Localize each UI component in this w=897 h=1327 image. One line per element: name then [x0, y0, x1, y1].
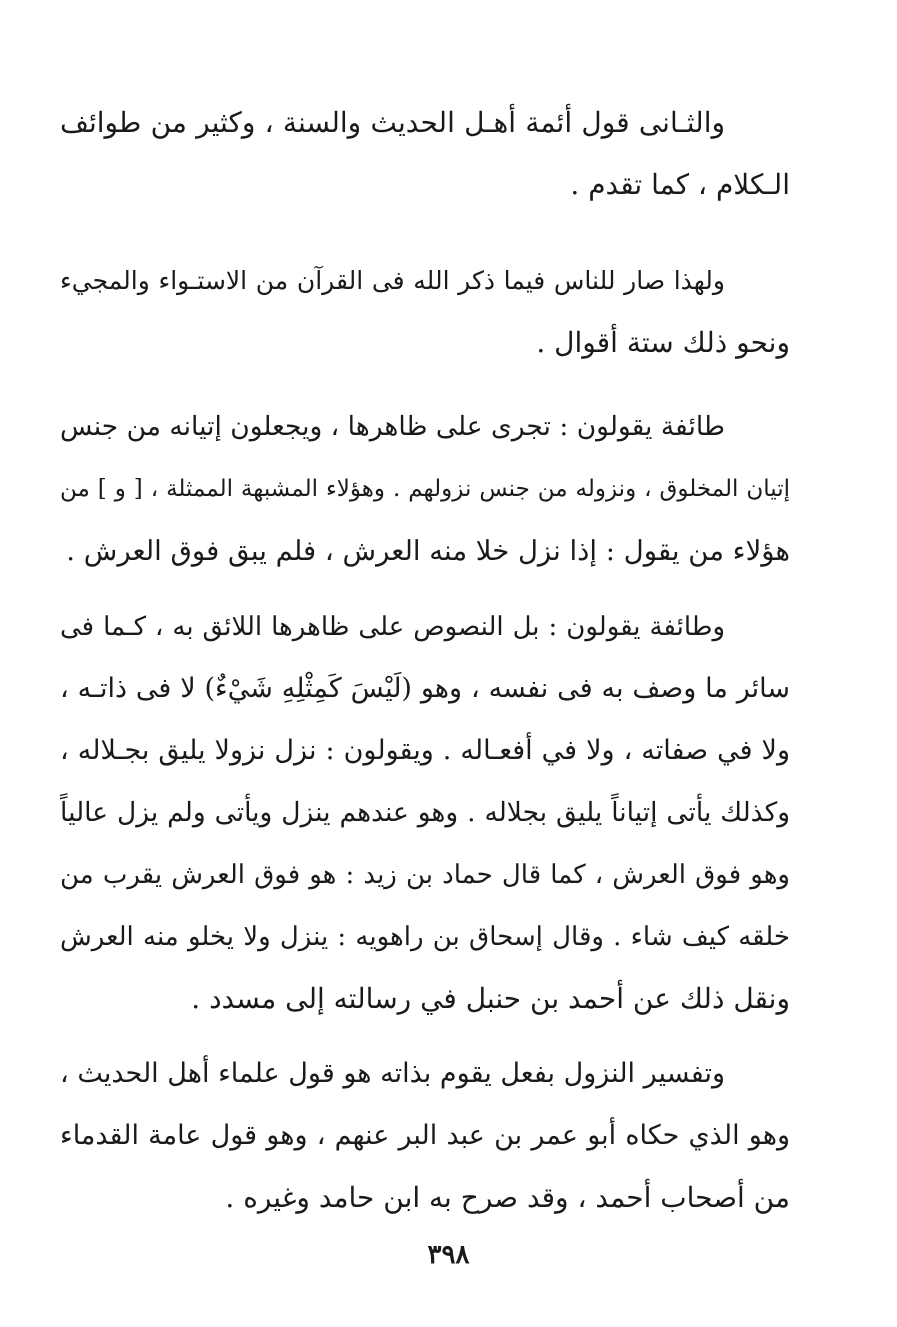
paragraph-3: [60, 396, 790, 582]
text-line: من أصحاب أحمد ، وقد صرح به ابن حامد وغيره .: [225, 1181, 790, 1214]
text-line: وهو فوق العرش ، كما قال حماد بن زيد : هو فوق العرش يقرب من: [60, 860, 790, 890]
text-line: وكذلك يأتى إتياناً يليق بجلاله . وهو عندهم ينزل ويأتى ولم يزل عالياً: [60, 797, 790, 828]
paragraph-4: [60, 596, 790, 1030]
text-line: وطائفة يقولون : بل النصوص على ظاهرها اللائق به ، كـما فى: [60, 612, 725, 642]
text-line: وتفسير النزول بفعل يقوم بذاته هو قول علماء أهل الحديث ،: [60, 1058, 725, 1089]
text-line: ولا في صفاته ، ولا في أفعـاله . ويقولون : نزل نزولا يليق بجـلاله ،: [60, 735, 790, 766]
text-line: وهو الذي حكاه أبو عمر بن عبد البر عنهم ، وهو قول عامة القدماء: [60, 1120, 790, 1151]
text-line: سائر ما وصف به فى نفسه ، وهو (لَيْسَ كَمِثْلِهِ شَيْءٌ) لا فى ذاتـه ،: [60, 673, 790, 704]
text-line: الـكلام ، كما تقدم .: [570, 168, 790, 201]
text-line: خلقه كيف شاء . وقال إسحاق بن راهويه : ينزل ولا يخلو منه العرش: [60, 922, 790, 952]
text-line: ولهذا صار للناس فيما ذكر الله فى القرآن من الاستـواء والمجيء: [60, 266, 725, 295]
text-line: طائفة يقولون : تجرى على ظاهرها ، ويجعلون إتيانه من جنس: [60, 411, 725, 442]
text-line: ونقل ذلك عن أحمد بن حنبل في رسالته إلى مسدد .: [191, 982, 790, 1015]
text-line: هؤلاء من يقول : إذا نزل خلا منه العرش ، فلم يبق فوق العرش .: [66, 535, 790, 567]
paragraph-1: [60, 92, 790, 216]
text-line: والثـانى قول أئمة أهـل الحديث والسنة ، وكثير من طوائف: [60, 106, 725, 139]
text-line: إتيان المخلوق ، ونزوله من جنس نزولهم . وهؤلاء المشبهة الممثلة ، [ و ] من: [60, 476, 790, 502]
text-line: ونحو ذلك ستة أقوال .: [536, 326, 790, 359]
paragraph-5: [60, 1043, 790, 1229]
paragraph-2: [60, 250, 790, 374]
page-number: ٣٩٨: [427, 1240, 470, 1270]
